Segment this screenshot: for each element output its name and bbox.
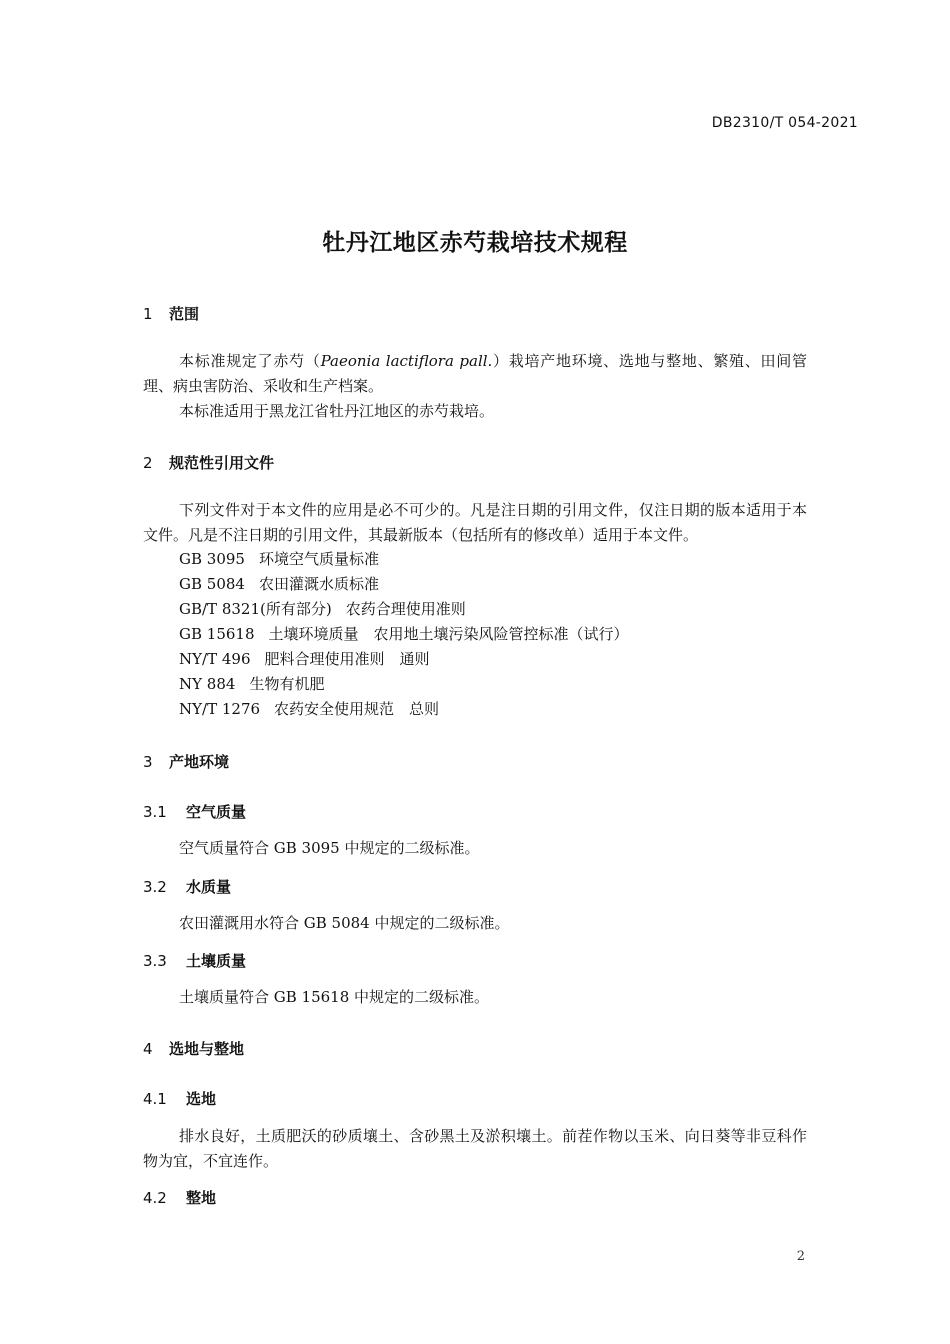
reference-item bbox=[179, 548, 379, 569]
reference-code: NY/T 496 bbox=[179, 650, 251, 668]
subsection-title: 水质量 bbox=[186, 878, 232, 896]
subsection-3-3-text: 土壤质量符合 GB 15618 中规定的二级标准。 bbox=[179, 988, 490, 1006]
reference-code: NY 884 bbox=[179, 675, 236, 693]
reference-title: 土壤环境质量 农用地土壤污染风险管控标准（试行） bbox=[268, 625, 629, 643]
reference-title: 生物有机肥 bbox=[249, 675, 325, 693]
page-number: 2 bbox=[796, 1249, 805, 1264]
subsection-3-2-text: 农田灌溉用水符合 GB 5084 中规定的二级标准。 bbox=[179, 914, 510, 932]
section-number: 2 bbox=[143, 454, 153, 472]
reference-title: 农药安全使用规范 总则 bbox=[274, 700, 440, 718]
section-4-heading bbox=[143, 1038, 244, 1059]
section-3-heading bbox=[143, 751, 229, 772]
reference-item bbox=[179, 623, 629, 644]
reference-code: GB 15618 bbox=[179, 625, 255, 643]
subsection-title: 选地 bbox=[186, 1090, 217, 1108]
section-number: 4 bbox=[143, 1040, 153, 1058]
reference-item bbox=[179, 673, 324, 694]
page-title: 牡丹江地区赤芍栽培技术规程 bbox=[322, 230, 628, 256]
reference-code: GB 5084 bbox=[179, 575, 245, 593]
document-number: DB2310/T 054-2021 bbox=[711, 115, 858, 131]
section-number: 3 bbox=[143, 753, 153, 771]
subsection-number: 3.2 bbox=[143, 878, 167, 896]
reference-item bbox=[179, 573, 379, 594]
latin-name: Paeonia lactiflora pall. bbox=[320, 352, 493, 370]
section-title: 选地与整地 bbox=[169, 1040, 245, 1058]
reference-code: NY/T 1276 bbox=[179, 700, 261, 718]
subsection-3-1-heading bbox=[143, 801, 246, 822]
reference-title: 肥料合理使用准则 通则 bbox=[264, 650, 430, 668]
reference-item bbox=[179, 648, 430, 669]
reference-code: GB 3095 bbox=[179, 550, 245, 568]
subsection-number: 3.1 bbox=[143, 803, 167, 821]
section-2-intro: 下列文件对于本文件的应用是必不可少的。凡是注日期的引用文件，仅注日期的版本适用于本文件。凡是不注日期的引用文件，其最新版本（包括所有的修改单）适用于本文件。 bbox=[143, 501, 807, 544]
subsection-3-1-text: 空气质量符合 GB 3095 中规定的二级标准。 bbox=[179, 839, 480, 857]
subsection-3-3-heading bbox=[143, 950, 246, 971]
section-title: 规范性引用文件 bbox=[169, 454, 275, 472]
section-title: 产地环境 bbox=[169, 753, 230, 771]
subsection-4-1-text: 排水良好，土质肥沃的砂质壤土、含砂黑土及淤积壤土。前茬作物以玉米、向日葵等非豆科作物为宜，不宜连作。 bbox=[143, 1127, 807, 1170]
subsection-number: 4.1 bbox=[143, 1090, 167, 1108]
reference-item bbox=[179, 698, 439, 719]
reference-item bbox=[179, 598, 466, 619]
subsection-title: 土壤质量 bbox=[186, 952, 247, 970]
reference-title: 农药合理使用准则 bbox=[345, 600, 466, 618]
subsection-title: 整地 bbox=[186, 1189, 217, 1207]
section-1-heading bbox=[143, 303, 199, 324]
reference-title: 农田灌溉水质标准 bbox=[258, 575, 379, 593]
subsection-number: 4.2 bbox=[143, 1189, 167, 1207]
reference-title: 环境空气质量标准 bbox=[258, 550, 379, 568]
subsection-4-1-heading bbox=[143, 1088, 216, 1109]
subsection-4-2-heading bbox=[143, 1187, 216, 1208]
subsection-number: 3.3 bbox=[143, 952, 167, 970]
section-title: 范围 bbox=[169, 305, 200, 323]
subsection-title: 空气质量 bbox=[186, 803, 247, 821]
reference-code: GB/T 8321(所有部分) bbox=[179, 600, 332, 618]
section-2-heading bbox=[143, 452, 274, 473]
subsection-3-2-heading bbox=[143, 876, 231, 897]
section-number: 1 bbox=[143, 305, 153, 323]
section-1-paragraph-1: 本标准规定了赤芍（Paeonia lactiflora pall.）栽培产地环境、选地与整地、繁殖、田间管理、病虫害防治、采收和生产档案。 bbox=[143, 352, 807, 395]
section-1-paragraph-2: 本标准适用于黑龙江省牡丹江地区的赤芍栽培。 bbox=[179, 402, 495, 420]
